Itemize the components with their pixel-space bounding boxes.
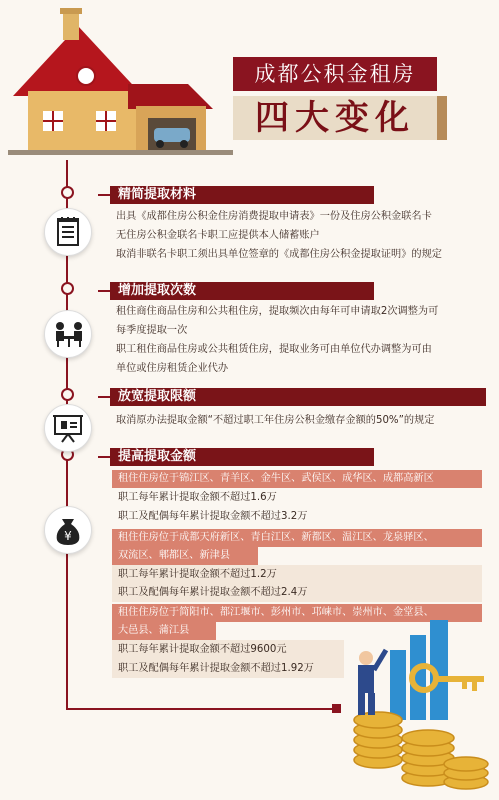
body-line: 每季度提取一次: [116, 325, 188, 336]
section-icon-circle: [44, 506, 92, 554]
money-bag-yen-icon: [45, 507, 91, 553]
area-bar: 租住住房位于成都天府新区、青白江区、新都区、温江区、龙泉驿区、: [112, 529, 482, 547]
body-line: 无住房公积金联名卡职工应提供本人储蓄账户: [116, 230, 320, 241]
timeline-bottom-line: [66, 708, 336, 710]
section-title-limit: 放宽提取限额: [110, 388, 486, 406]
timeline-dot: [61, 282, 74, 295]
limit-line: 职工及配偶每年累计提取金额不超过1.92万: [112, 659, 344, 678]
meeting-icon: [45, 311, 91, 357]
timeline-dot: [61, 388, 74, 401]
title-line-1: 成都公积金租房: [233, 57, 437, 91]
body-line: 出具《成都住房公积金住房消费提取申请表》一份及住房公积金联名卡: [116, 211, 432, 222]
area-bar: 大邑县、蒲江县: [112, 622, 216, 640]
presentation-board-icon: [45, 405, 91, 451]
body-line: 单位或住房租赁企业代办: [116, 363, 229, 374]
document-icon: [45, 209, 91, 255]
section-icon-circle: [44, 310, 92, 358]
section-icon-circle: [44, 208, 92, 256]
coins-and-key-illustration: [338, 610, 493, 795]
body-line: 取消非联名卡职工须出具单位签章的《成都住房公积金提取证明》的规定: [116, 249, 442, 260]
section-body-frequency: [116, 302, 492, 378]
section-icon-circle: [44, 404, 92, 452]
limit-line: 职工每年累计提取金额不超过9600元: [112, 640, 344, 659]
house-illustration: [8, 6, 238, 156]
limit-line: 职工及配偶每年累计提取金额不超过3.2万: [118, 511, 308, 522]
area-bar: 双流区、郫都区、新津县: [112, 547, 258, 565]
section-title-amount: 提高提取金额: [110, 448, 374, 466]
limit-line: 职工每年累计提取金额不超过1.2万: [112, 565, 482, 584]
area-bar: 租住住房位于简阳市、都江堰市、彭州市、邛崃市、崇州市、金堂县、: [112, 604, 482, 622]
section-body-limit: [116, 411, 492, 430]
section-body-materials: [116, 207, 492, 264]
section-title-materials: 精简提取材料: [110, 186, 374, 204]
limit-line: 职工及配偶每年累计提取金额不超过2.4万: [112, 583, 482, 602]
area-bar: 租住住房位于锦江区、青羊区、金牛区、武侯区、成华区、成都高新区: [112, 470, 482, 488]
timeline-dot: [61, 186, 74, 199]
limit-line: 职工每年累计提取金额不超过1.6万: [118, 492, 277, 503]
svg-text:¥: ¥: [64, 529, 72, 543]
title-line-2: 四大变化: [233, 96, 437, 140]
body-line: 职工租住商品住房或公共租赁住房，提取业务可由单位代办调整为可由: [116, 344, 432, 355]
body-line: 租住商住商品住房和公共租住房，提取频次由每年可申请取2次调整为可: [116, 306, 439, 317]
section-title-frequency: 增加提取次数: [110, 282, 374, 300]
body-line: 取消原办法提取金额“不超过职工年住房公积金缴存金额的50%”的规定: [116, 415, 435, 426]
